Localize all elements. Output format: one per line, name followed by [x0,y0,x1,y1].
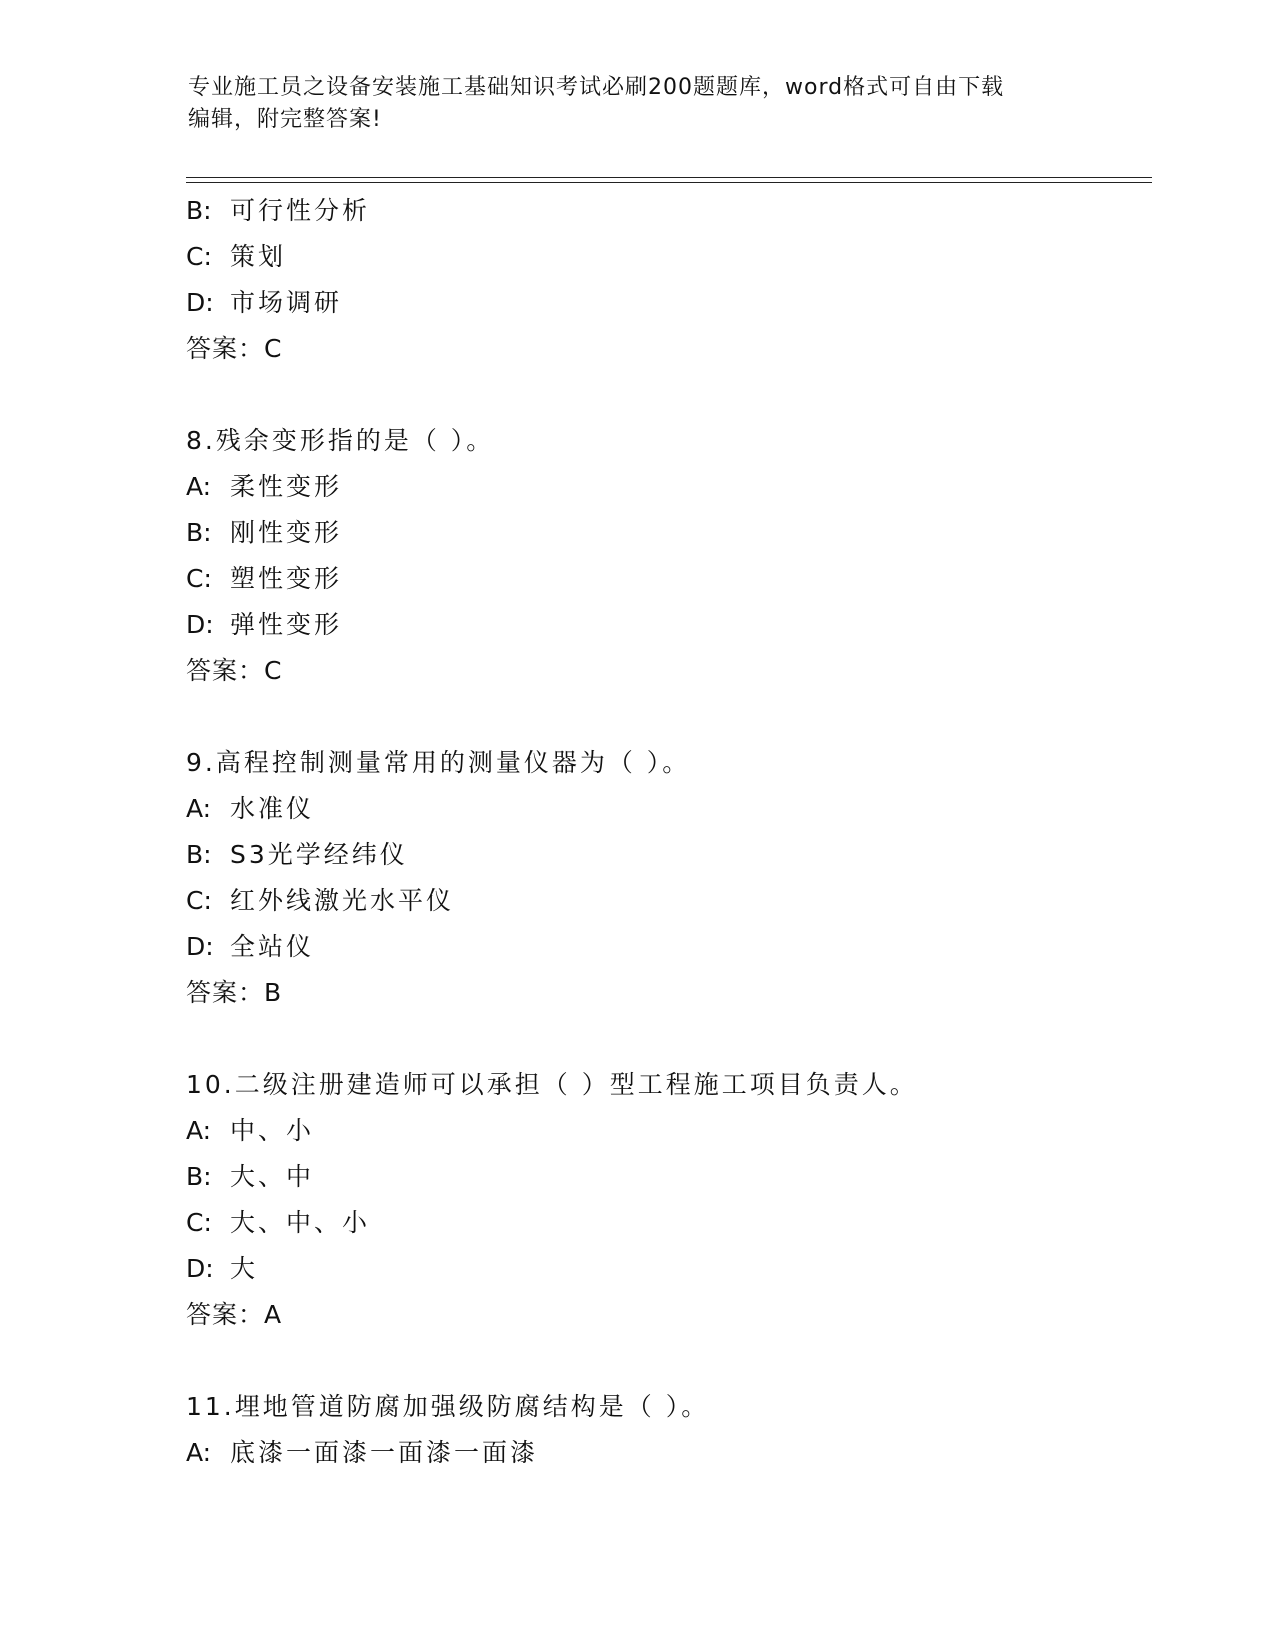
question-8 [186,418,1146,694]
question-stem: 11.埋地管道防腐加强级防腐结构是（ ）。 [186,1392,710,1421]
option-d: D: 市场调研 [186,288,343,317]
option-b: B: 大、中 [186,1162,315,1191]
header-rule-bottom [186,182,1152,183]
option-d: D: 大 [186,1254,259,1283]
answer: 答案：C [186,334,283,363]
option-c: C: 大、中、小 [186,1208,371,1237]
option-c: C: 塑性变形 [186,564,343,593]
header-line-1: 专业施工员之设备安装施工基础知识考试必刷200题题库，word格式可自由下载 [188,75,1005,100]
option-c: C: 策划 [186,242,287,271]
question-7-continued [186,188,1146,372]
answer: 答案：C [186,656,283,685]
option-b: B: 刚性变形 [186,518,343,547]
document-header [188,72,1088,136]
question-list [186,188,1146,1476]
option-c: C: 红外线激光水平仪 [186,886,455,915]
question-stem: 10.二级注册建造师可以承担（ ）型工程施工项目负责人。 [186,1070,918,1099]
question-11 [186,1384,1146,1476]
question-stem: 8.残余变形指的是（ ）。 [186,426,495,455]
question-9 [186,740,1146,1016]
answer: 答案：B [186,978,283,1007]
header-rule-top [186,177,1152,178]
option-a: A: 柔性变形 [186,472,343,501]
option-a: A: 水准仪 [186,794,315,823]
question-10 [186,1062,1146,1338]
option-a: A: 中、小 [186,1116,315,1145]
option-b: B: S3光学经纬仪 [186,840,408,869]
header-line-2: 编辑，附完整答案! [188,107,382,132]
option-b: B: 可行性分析 [186,196,371,225]
option-d: D: 全站仪 [186,932,315,961]
option-d: D: 弹性变形 [186,610,343,639]
question-stem: 9.高程控制测量常用的测量仪器为（ ）。 [186,748,691,777]
option-a: A: 底漆一面漆一面漆一面漆 [186,1438,539,1467]
answer: 答案：A [186,1300,283,1329]
